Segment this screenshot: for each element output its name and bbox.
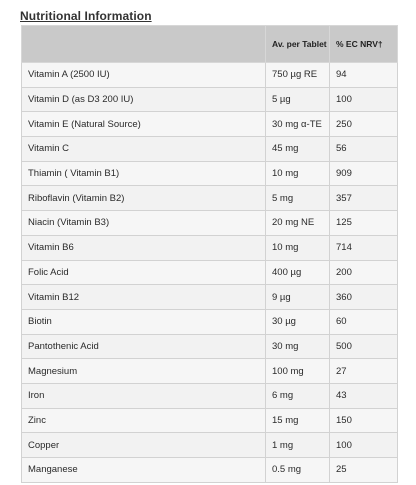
amount-per-tablet: 30 mg xyxy=(266,334,330,359)
amount-per-tablet: 0.5 mg xyxy=(266,458,330,483)
nutrient-name: Vitamin B12 xyxy=(22,285,266,310)
nrv-percent: 500 xyxy=(330,334,398,359)
table-row xyxy=(22,285,398,310)
table-row xyxy=(22,87,398,112)
amount-per-tablet: 5 µg xyxy=(266,87,330,112)
header-nrv: % EC NRV† xyxy=(330,26,398,63)
nutrient-name: Thiamin ( Vitamin B1) xyxy=(22,161,266,186)
table-row xyxy=(22,186,398,211)
table-row xyxy=(22,334,398,359)
table-header-row xyxy=(22,26,398,63)
nutrient-name: Copper xyxy=(22,433,266,458)
nutrient-name: Iron xyxy=(22,383,266,408)
nrv-percent: 25 xyxy=(330,458,398,483)
nrv-percent: 250 xyxy=(330,112,398,137)
amount-per-tablet: 100 mg xyxy=(266,359,330,384)
amount-per-tablet: 1 mg xyxy=(266,433,330,458)
table-row xyxy=(22,309,398,334)
nrv-percent: 200 xyxy=(330,260,398,285)
nutrient-name: Vitamin B6 xyxy=(22,235,266,260)
amount-per-tablet: 9 µg xyxy=(266,285,330,310)
table-row xyxy=(22,235,398,260)
nrv-percent: 360 xyxy=(330,285,398,310)
amount-per-tablet: 45 mg xyxy=(266,137,330,162)
table-row xyxy=(22,260,398,285)
nutrient-name: Vitamin A (2500 IU) xyxy=(22,63,266,88)
nrv-percent: 150 xyxy=(330,408,398,433)
table-row xyxy=(22,63,398,88)
nutrient-name: Riboflavin (Vitamin B2) xyxy=(22,186,266,211)
nutrient-name: Vitamin C xyxy=(22,137,266,162)
nrv-percent: 56 xyxy=(330,137,398,162)
amount-per-tablet: 30 µg xyxy=(266,309,330,334)
table-row xyxy=(22,137,398,162)
nrv-percent: 94 xyxy=(330,63,398,88)
amount-per-tablet: 5 mg xyxy=(266,186,330,211)
table-row xyxy=(22,359,398,384)
nrv-percent: 125 xyxy=(330,211,398,236)
nrv-percent: 714 xyxy=(330,235,398,260)
header-per-tablet: Av. per Tablet xyxy=(266,26,330,63)
nrv-percent: 43 xyxy=(330,383,398,408)
header-nutrient xyxy=(22,26,266,63)
table-row xyxy=(22,458,398,483)
nrv-percent: 60 xyxy=(330,309,398,334)
nutrient-name: Vitamin E (Natural Source) xyxy=(22,112,266,137)
amount-per-tablet: 400 µg xyxy=(266,260,330,285)
table-row xyxy=(22,408,398,433)
table-row xyxy=(22,433,398,458)
nrv-percent: 909 xyxy=(330,161,398,186)
nutrient-name: Vitamin D (as D3 200 IU) xyxy=(22,87,266,112)
table-row xyxy=(22,161,398,186)
nutrition-table xyxy=(21,25,398,483)
amount-per-tablet: 6 mg xyxy=(266,383,330,408)
nutrient-name: Pantothenic Acid xyxy=(22,334,266,359)
amount-per-tablet: 30 mg α-TE xyxy=(266,112,330,137)
nrv-percent: 357 xyxy=(330,186,398,211)
nutrient-name: Biotin xyxy=(22,309,266,334)
nrv-percent: 100 xyxy=(330,87,398,112)
table-row xyxy=(22,211,398,236)
nutrient-name: Zinc xyxy=(22,408,266,433)
amount-per-tablet: 10 mg xyxy=(266,235,330,260)
nutrition-heading: Nutritional Information xyxy=(20,9,152,23)
table-row xyxy=(22,383,398,408)
nutrient-name: Niacin (Vitamin B3) xyxy=(22,211,266,236)
nutrient-name: Folic Acid xyxy=(22,260,266,285)
amount-per-tablet: 750 µg RE xyxy=(266,63,330,88)
nrv-percent: 100 xyxy=(330,433,398,458)
table-row xyxy=(22,112,398,137)
amount-per-tablet: 10 mg xyxy=(266,161,330,186)
nrv-percent: 27 xyxy=(330,359,398,384)
nutrient-name: Magnesium xyxy=(22,359,266,384)
amount-per-tablet: 20 mg NE xyxy=(266,211,330,236)
amount-per-tablet: 15 mg xyxy=(266,408,330,433)
nutrient-name: Manganese xyxy=(22,458,266,483)
